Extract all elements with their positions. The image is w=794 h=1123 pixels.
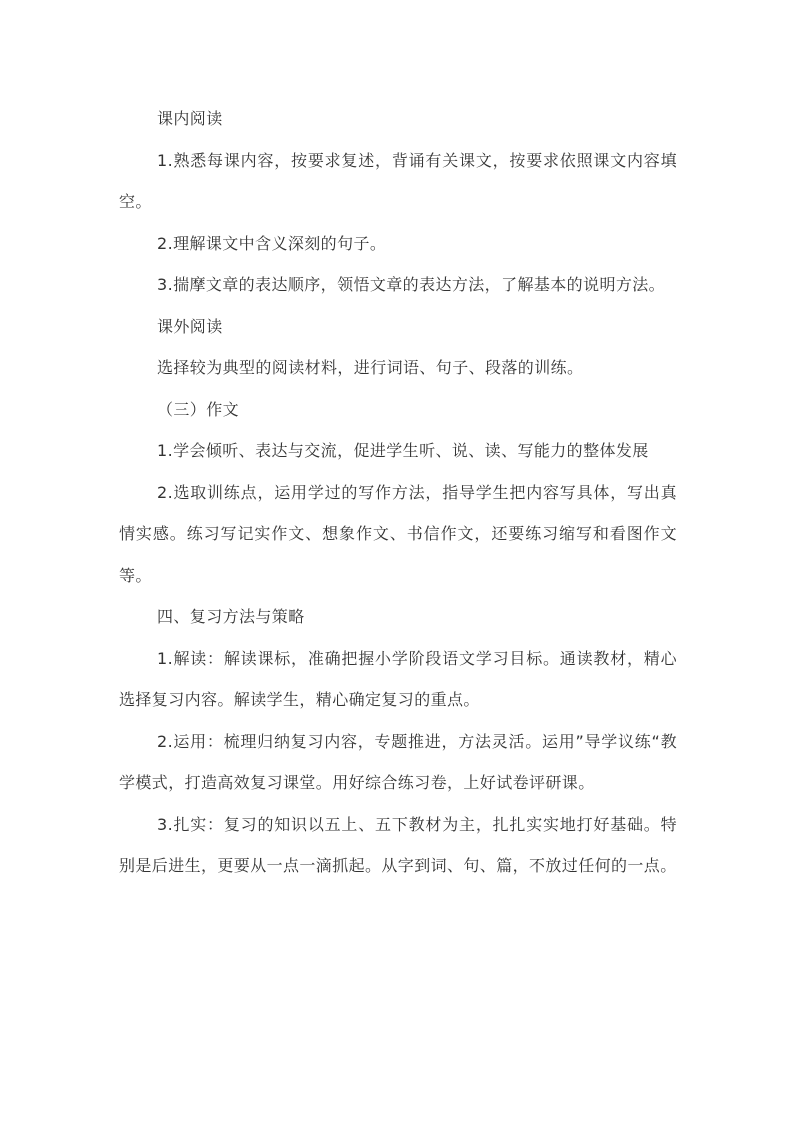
subheading-extracurricular-reading: 课外阅读 — [157, 316, 223, 336]
paragraph-in-class-item-3: 3.揣摩文章的表达顺序，领悟文章的表达方法，了解基本的说明方法。 — [157, 275, 666, 294]
paragraph-method-item-2: 2.运用：梳理归纳复习内容，专题推进，方法灵活。运用”导学议练“教学模式，打造高效复习课堂。用好综合练习卷，上好试卷评研课。 — [119, 731, 677, 792]
subheading-in-class-reading: 课内阅读 — [157, 109, 223, 128]
paragraph-method-item-1: 1.解读：解读课标，准确把握小学阶段语文学习目标。通读教材，精心选择复习内容。解读学生，精心确定复习的重点。 — [119, 648, 677, 709]
document-body — [119, 98, 677, 887]
subheading-composition: （三）作文 — [157, 399, 240, 419]
paragraph-method-item-3: 3.扎实：复习的知识以五上、五下教材为主，扎扎实实地打好基础。特别是后进生，更要从一点一滴抓起。从字到词、句、篇，不放过任何的一点。 — [119, 814, 677, 875]
paragraph-in-class-item-1: 1.熟悉每课内容，按要求复述，背诵有关课文，按要求依照课文内容填空。 — [119, 150, 677, 211]
paragraph-in-class-item-2: 2.理解课文中含义深刻的句子。 — [157, 233, 387, 253]
paragraph-extracurricular-reading: 选择较为典型的阅读材料，进行词语、句子、段落的训练。 — [157, 358, 584, 377]
paragraph-composition-item-1: 1.学会倾听、表达与交流，促进学生听、说、读、写能力的整体发展 — [157, 441, 649, 460]
heading-review-methods: 四、复习方法与策略 — [157, 607, 305, 626]
paragraph-composition-item-2: 2.选取训练点，运用学过的写作方法，指导学生把内容写具体，写出真情实感。练习写记实作文、想象作文、书信作文，还要练习缩写和看图作文等。 — [119, 482, 677, 585]
